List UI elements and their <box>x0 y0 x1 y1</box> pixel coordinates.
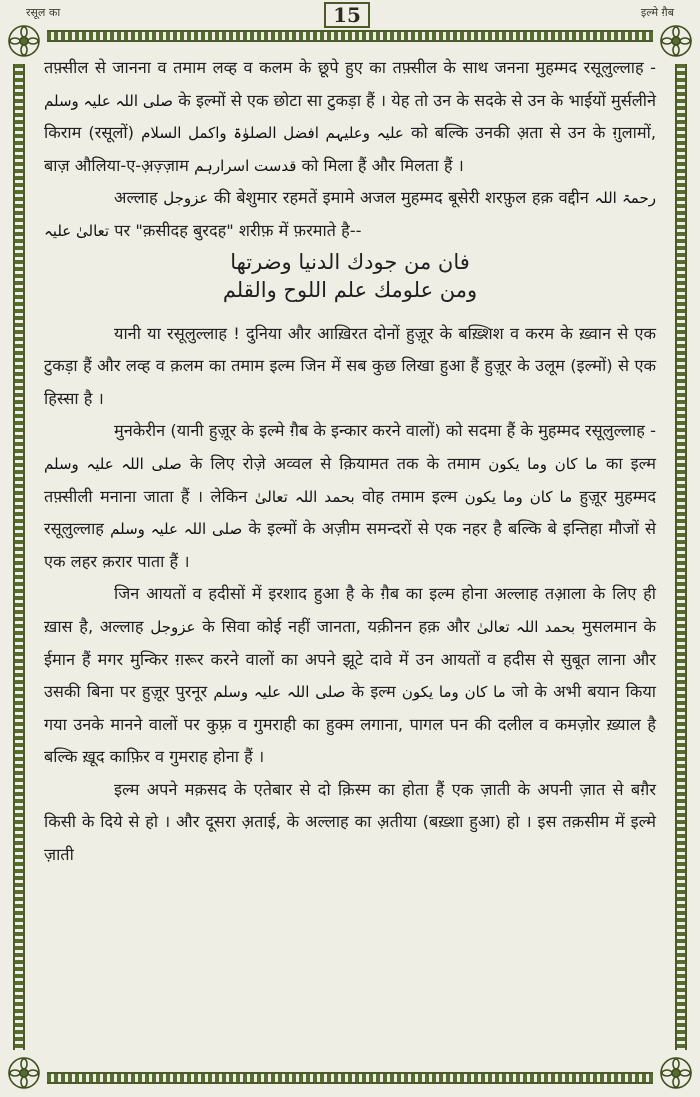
arabic-honorific: رحمۃ اللہ تعالیٰ علیہ <box>44 189 656 240</box>
couplet-line-1: فان من جودك الدنيا وضرتها <box>230 249 470 274</box>
arabic-phrase: ما كان وما يكون <box>401 683 506 702</box>
border-bottom <box>47 1072 653 1084</box>
running-header-right: इल्मे ग़ैब <box>640 6 674 19</box>
flower-rosette-icon <box>659 24 693 58</box>
paragraph-5: जिन आयतों व हदीसों में इरशाद हुआ है के ग़ैब का इल्म होना अल्लाह तआ़ला के लिए ही ख़ास है, अल्लाह عزوجل के सिवा कोई नहीं जानता, यक़ीनन हक़ और بحمد اللہ تعالیٰ मुसलमान के ईमान हैं मगर मुन्किर ग़रूर करने वालों का अपने झूटे दावे में उन आयतों व हदीस से सुबूत लाना और उसकी बिना पर हुज़ूर पुरनूर صلی اللہ علیہ وسلم के इल्म ما كان وما يكون जो के अभी बयान किया गया उनके मानने वालों पर कुफ़्र व गुमराही का हुक्म लगाना, पागल पन की दलील व कमज़ोर ख़्याल है बल्कि ख़ूद काफ़िर व गुमराह होना हैं । <box>44 584 656 767</box>
arabic-honorific: صلی اللہ علیہ وسلم <box>110 520 243 539</box>
arabic-honorific: صلی اللہ علیہ وسلم <box>44 454 182 473</box>
paragraph-4: मुनकेरीन (यानी हुज़ूर के इल्मे ग़ैब के इन्कार करने वालों) को सदमा हैं के मुहम्मद रसूलुल्लाह - صلی اللہ علیہ وسلم के लिए रोज़े अव्वल से क़ियामत तक के तमाम ما كان وما يكون का इल्म तफ़्सीली मनाना जाता हैं । लेकिन بحمد اللہ تعالیٰ वोह तमाम इल्म ما كان وما يكون हुज़ूर मुहम्मद रसूलुल्लाह صلی اللہ علیہ وسلم के इल्मों के अज़ीम समन्दरों से एक नहर है बल्कि बे इन्तिहा मौजों से एक लहर क़रार पाता हैं । <box>44 421 657 571</box>
arabic-phrase: ما كان وما يكون <box>464 487 573 506</box>
flower-rosette-icon <box>659 1056 693 1090</box>
couplet-line-2: ومن علومك علم اللوح والقلم <box>222 277 478 302</box>
arabic-honorific: بحمد اللہ تعالیٰ <box>476 617 576 636</box>
border-right <box>675 64 687 1050</box>
arabic-honorific: عزوجل <box>163 189 209 208</box>
border-top <box>47 30 653 42</box>
running-header-left: रसूल का <box>26 6 61 19</box>
border-left <box>13 64 25 1050</box>
arabic-phrase: ما كان وما يكون <box>488 454 598 473</box>
arabic-honorific: بحمد اللہ تعالیٰ <box>254 487 355 506</box>
paragraph-6: इल्म अपने मक़सद के एतेबार से दो क़िस्म का होता हैं एक ज़ाती के अपनी ज़ात से बग़ैर किसी के दिये से हो । और दूसरा अ़ताई, के अल्लाह का अ़तीया (बख़्शा हुआ) हो । इस तक़सीम में इल्मे ज़ाती <box>44 779 656 865</box>
arabic-couplet <box>44 248 656 304</box>
flower-rosette-icon <box>7 1056 41 1090</box>
paragraph-2: अल्लाह عزوجل की बेशुमार रहमतें इमामे अजल मुहम्मद बूसेरी शरफ़ुल हक़ वद्दीन رحمۃ اللہ تعالیٰ علیہ पर "क़सीदह बुरदह" शरीफ़ में फ़रमाते है-- <box>44 188 656 240</box>
arabic-honorific: صلی اللہ علیہ وسلم <box>213 683 346 702</box>
arabic-honorific: علیہ وعلیہم افضل الصلوٰۃ واکمل السلام <box>141 124 404 143</box>
arabic-honorific: قدست اسرارہم <box>194 156 297 175</box>
page-number: 15 <box>324 2 370 28</box>
arabic-honorific: عزوجل <box>150 617 196 636</box>
page-text <box>44 52 656 872</box>
paragraph-3: यानी या रसूलुल्लाह ! दुनिया और आख़िरत दोनों हुज़ूर के बख़्शिश व करम के ख़्वान से एक टुकड़ा हैं और लव्ह व क़लम का तमाम इल्म जिन में सब कुछ लिखा हुआ हैं हुज़ूर के उलूम (इल्मों) से एक हिस्सा है । <box>44 323 656 408</box>
arabic-honorific: صلی اللہ علیہ وسلم <box>44 91 174 110</box>
flower-rosette-icon <box>7 24 41 58</box>
paragraph-1: तफ़्सील से जानना व तमाम लव्ह व कलम के छूपे हुए का तफ़्सील के साथ जनना मुहम्मद रसूलुल्लाह - صلی اللہ علیہ وسلم के इल्मों से एक छोटा सा टुकड़ा हैं । येह तो उन के सदके से उन के भाईयों मुर्सलीने किराम (रसूलों) علیہ وعلیہم افضل الصلوٰۃ واکمل السلام को बल्कि उनकी अ़ता से उन के ग़ुलामों, बाज़ औलिया-ए-अ़ज़्ज़ाम قدست اسرارہم को मिला हैं और मिलता हैं । <box>44 58 657 175</box>
